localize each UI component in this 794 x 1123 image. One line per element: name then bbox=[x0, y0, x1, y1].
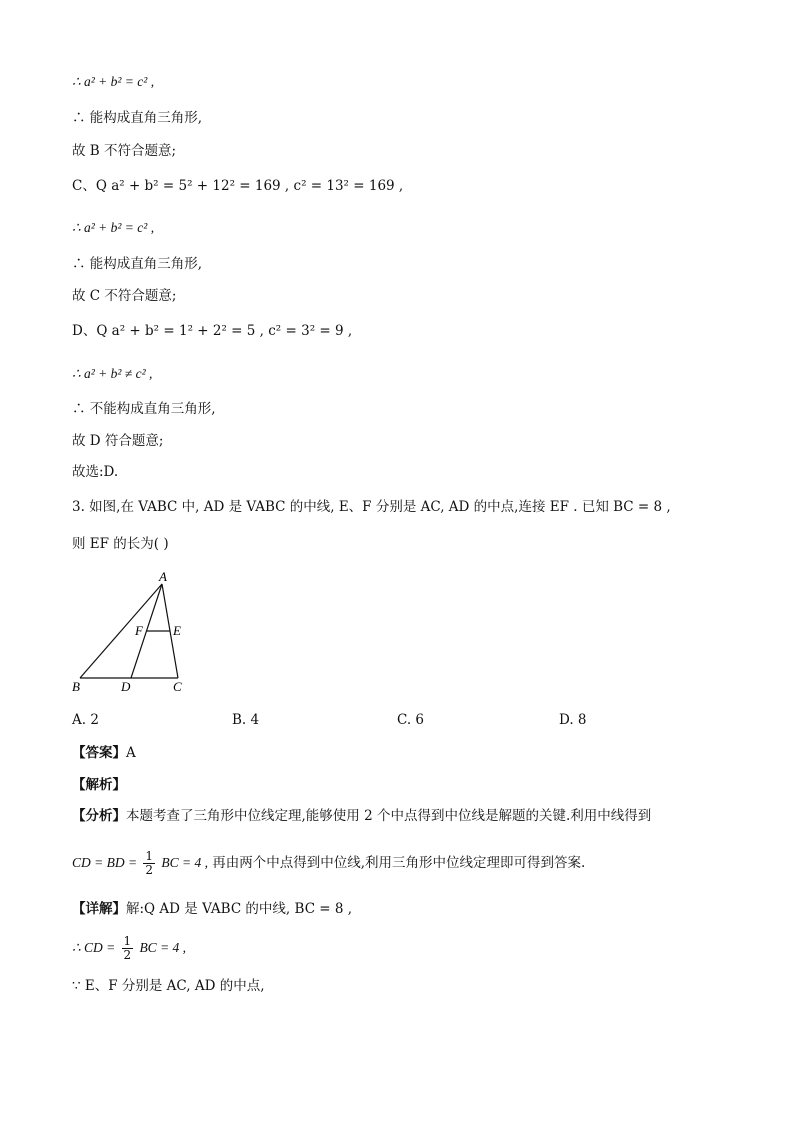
fraction-denominator-detail: 2 bbox=[123, 948, 132, 962]
analysis-text-2: 再由两个中点得到中位线,利用三角形中位线定理即可得到答案. bbox=[212, 855, 586, 871]
label-b: B bbox=[72, 679, 80, 694]
step-line-2: ∴ 能构成直角三角形, bbox=[72, 110, 203, 126]
answer-value: A bbox=[126, 745, 136, 761]
detail-text-1: 解:Q AD 是 VABC 的中线, BC = 8 , bbox=[126, 901, 353, 917]
label-f: F bbox=[135, 623, 143, 638]
option-a: A. 2 bbox=[72, 712, 99, 728]
label-e: E bbox=[173, 623, 181, 638]
label-a: A bbox=[159, 569, 167, 584]
step-line-8: D、Q a² + b² = 1² + 2² = 5 , c² = 3² = 9 , bbox=[72, 323, 353, 339]
detail-line-3: ∵ E、F 分别是 AC, AD 的中点, bbox=[72, 978, 265, 994]
fraction-numerator-detail: 1 bbox=[123, 934, 132, 948]
fraction-numerator: 1 bbox=[145, 849, 154, 863]
analysis-eq-mid: BC = 4 , bbox=[161, 855, 208, 870]
fraction-half bbox=[143, 850, 155, 877]
analysis-tag: 【分析】 bbox=[72, 808, 126, 824]
detail-eq-post: BC = 4 , bbox=[139, 940, 187, 955]
step-line-5: ∴ a² + b² = c² , bbox=[72, 220, 155, 235]
detail-eq-pre: ∴ CD = bbox=[72, 940, 116, 955]
options-row bbox=[72, 712, 592, 732]
detail-tag: 【详解】 bbox=[72, 901, 126, 917]
step-line-10: ∴ 不能构成直角三角形, bbox=[72, 401, 216, 417]
detail-line-2 bbox=[72, 935, 186, 962]
step-line-4: C、Q a² + b² = 5² + 12² = 169 , c² = 13² = 169 , bbox=[72, 178, 404, 194]
answer-line bbox=[72, 743, 136, 763]
analysis-header: 【解析】 bbox=[72, 777, 126, 793]
answer-tag: 【答案】 bbox=[72, 745, 126, 761]
fraction-half-detail bbox=[122, 935, 134, 962]
step-line-3: 故 B 不符合题意; bbox=[72, 143, 177, 159]
step-line-9: ∴ a² + b² ≠ c² , bbox=[72, 366, 153, 381]
analysis-text-1: 本题考查了三角形中位线定理,能够使用 2 个中点得到中位线是解题的关键.利用中线得到 bbox=[126, 808, 652, 824]
label-c: C bbox=[173, 679, 182, 694]
question-text-line-1: 3. 如图,在 VABC 中, AD 是 VABC 的中线, E、F 分别是 AC, AD 的中点,连接 EF . 已知 BC = 8 , bbox=[72, 499, 671, 515]
analysis-eq-pre: CD = BD = bbox=[72, 855, 138, 870]
detail-line-1 bbox=[72, 899, 352, 919]
step-line-6: ∴ 能构成直角三角形, bbox=[72, 256, 203, 272]
analysis-line-1 bbox=[72, 806, 651, 826]
step-line-7: 故 C 不符合题意; bbox=[72, 288, 177, 304]
fraction-denominator: 2 bbox=[145, 863, 154, 877]
analysis-line-2 bbox=[72, 850, 585, 877]
option-b: B. 4 bbox=[232, 712, 260, 728]
triangle-figure bbox=[64, 566, 204, 696]
step-line-1: ∴ a² + b² = c² , bbox=[72, 74, 155, 89]
option-c: C. 6 bbox=[397, 712, 425, 728]
step-line-12: 故选:D. bbox=[72, 464, 119, 480]
option-d: D. 8 bbox=[559, 712, 587, 728]
label-d: D bbox=[121, 679, 131, 694]
question-text-line-2: 则 EF 的长为( ) bbox=[72, 536, 169, 552]
step-line-11: 故 D 符合题意; bbox=[72, 433, 164, 449]
